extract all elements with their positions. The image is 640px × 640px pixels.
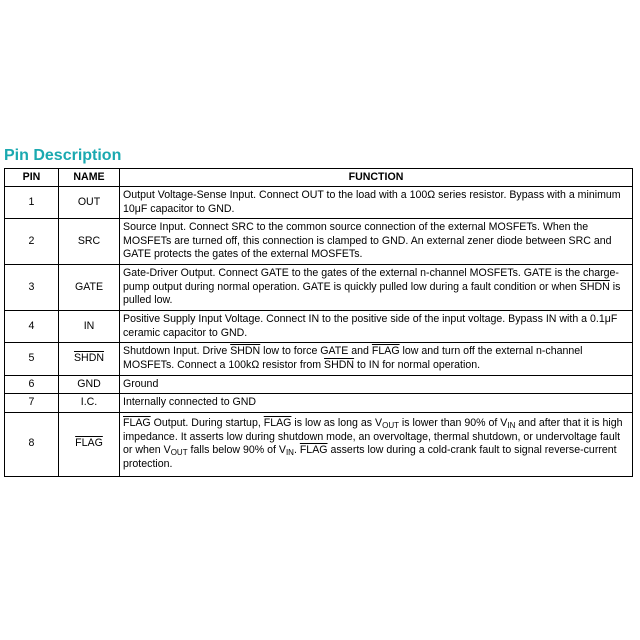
subscript-text: IN [285, 448, 294, 458]
table-row [5, 394, 633, 413]
pin-name [59, 412, 120, 476]
pin-function [120, 311, 633, 343]
pin-name [59, 187, 120, 219]
pin-name-text: IN [83, 319, 95, 332]
pin-function [120, 219, 633, 265]
function-text: Output. During startup, [150, 417, 264, 430]
pin-name-text: SHDN [73, 352, 105, 365]
table-header-row [5, 169, 633, 187]
pin-name-text: GATE [74, 280, 104, 293]
pin-name-text: SRC [77, 234, 101, 247]
pin-description-table [4, 168, 633, 477]
table-row [5, 343, 633, 375]
function-text: Source Input. Connect SRC to the common source connection of the external MOSFETs. When the MOSFETs are turned off, this connection is clamped to GND. An external zener diode between SRC and GATE protects the gates of the external MOSFETs. [123, 221, 612, 261]
header-pin: PIN [5, 169, 59, 187]
function-text: asserts low during a cold-crank fault to signal reverse-current protection. [123, 444, 617, 470]
overlined-signal: FLAG [371, 345, 400, 358]
pin-number: 3 [5, 265, 59, 311]
overlined-signal: SHDN [324, 358, 355, 371]
pin-name-text: I.C. [80, 396, 98, 409]
function-text: is lower than 90% of V [398, 417, 508, 430]
table-row [5, 311, 633, 343]
function-text: and after that it is high impedance. It asserts low during shutdown mode, an overvoltage, thermal shutdown, or undervoltage fault or when V [123, 417, 623, 457]
overlined-signal: FLAG [263, 417, 292, 430]
pin-function [120, 187, 633, 219]
header-function: FUNCTION [120, 169, 633, 187]
subscript-text: IN [507, 421, 516, 431]
function-text: Positive Supply Input Voltage. Connect IN to the positive side of the input voltage. Bypass IN with a 0.1μF ceramic capacitor to GND. [123, 313, 618, 339]
pin-name-text: FLAG [75, 437, 103, 450]
overlined-signal: FLAG [299, 444, 328, 457]
pin-number: 5 [5, 343, 59, 375]
function-text: is pulled low. [123, 280, 621, 307]
pin-function [120, 394, 633, 413]
pin-name-text: OUT [77, 195, 101, 208]
pin-function [120, 375, 633, 394]
pin-number: 2 [5, 219, 59, 265]
table-row [5, 412, 633, 476]
pin-name [59, 219, 120, 265]
overlined-signal: SHDN [579, 280, 610, 293]
pin-number: 4 [5, 311, 59, 343]
overlined-signal: FLAG [123, 417, 151, 430]
section-title: Pin Description [4, 147, 122, 164]
pin-name [59, 343, 120, 375]
pin-name [59, 311, 120, 343]
function-text: Gate-Driver Output. Connect GATE to the gates of the external n-channel MOSFETs. GATE is the charge-pump output during normal operation. GATE is quickly pulled low during a fault condition or when [123, 267, 619, 293]
function-text: falls below 90% of V [187, 444, 286, 457]
subscript-text: OUT [170, 448, 188, 458]
pin-name [59, 394, 120, 413]
function-text: Internally connected to GND [123, 396, 257, 409]
header-name: NAME [59, 169, 120, 187]
table-row [5, 219, 633, 265]
function-text: Output Voltage-Sense Input. Connect OUT to the load with a 100Ω series resistor. Bypass with a minimum 10μF capacitor to GND. [123, 189, 621, 215]
function-text: . [293, 444, 300, 457]
function-text: low and turn off the external n-channel MOSFETs. Connect a 100kΩ resistor from [123, 345, 583, 371]
pin-function [120, 343, 633, 375]
function-text: Shutdown Input. Drive [123, 345, 231, 358]
pin-name [59, 265, 120, 311]
pin-number: 6 [5, 375, 59, 394]
pin-number: 7 [5, 394, 59, 413]
pin-function [120, 265, 633, 311]
pin-name-text: GND [77, 377, 101, 390]
overlined-signal: SHDN [230, 345, 261, 358]
table-row [5, 265, 633, 311]
function-text: is low as long as V [291, 417, 383, 430]
function-text: Ground [123, 377, 159, 390]
subscript-text: OUT [382, 421, 399, 431]
pin-number: 1 [5, 187, 59, 219]
table-row [5, 187, 633, 219]
pin-function [120, 412, 633, 476]
function-text: low to force GATE and [260, 345, 372, 358]
function-text: to IN for normal operation. [354, 358, 481, 371]
pin-name [59, 375, 120, 394]
table-row [5, 375, 633, 394]
pin-number: 8 [5, 412, 59, 476]
